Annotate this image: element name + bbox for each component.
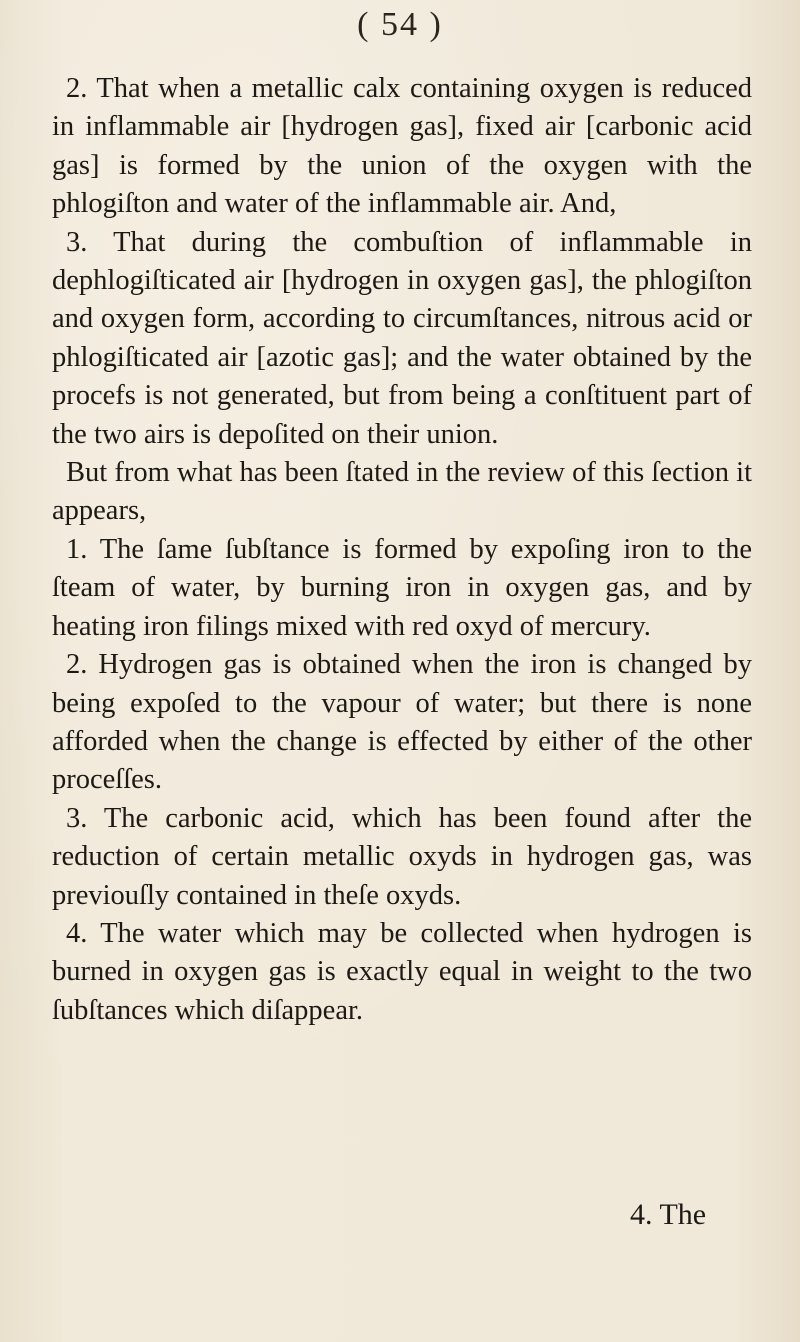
body-text	[52, 70, 752, 1030]
paragraph-finding-2: 2. Hydrogen gas is obtained when the iron is changed by being expoſed to the vapour of water; but there is none afforded when the change is effected by either of the other proceſſes.	[52, 649, 752, 796]
paragraph-finding-4: 4. The water which may be collected when hydrogen is burned in oxygen gas is exactly equal in weight to the two ſubſtances which diſappear.	[52, 917, 752, 1026]
paragraph-finding-1: 1. The ſame ſubſtance is formed by expoſing iron to the ſteam of water, by burning iron in oxygen gas, and by heating iron filings mixed with red oxyd of mercury.	[52, 533, 752, 642]
paragraph-point-2: 2. That when a metallic calx containing oxygen is reduced in inflammable air [hydrogen gas], fixed air [carbonic acid gas] is formed by the union of the oxygen with the phlogiſton and water of the inflammable air. And,	[52, 73, 752, 220]
paragraph-point-3: 3. That during the combuſtion of inflammable in dephlogiſticated air [hydrogen in oxygen gas], the phlogiſton and oxygen form, according to circumſtances, nitrous acid or phlogiſticated air [azotic gas]; and the water obtained by the procefs is not generated, but from being a conſtituent part of the two airs is depoſited on their union.	[52, 226, 752, 450]
paragraph-finding-3: 3. The carbonic acid, which has been found after the reduction of certain metallic oxyds in hydrogen gas, was previouſly contained in theſe oxyds.	[52, 802, 752, 911]
paragraph-review-intro: But from what has been ſtated in the review of this ſection it appears,	[52, 457, 752, 527]
catchword: 4. The	[630, 1198, 707, 1231]
page-number-header: ( 54 )	[357, 6, 443, 43]
